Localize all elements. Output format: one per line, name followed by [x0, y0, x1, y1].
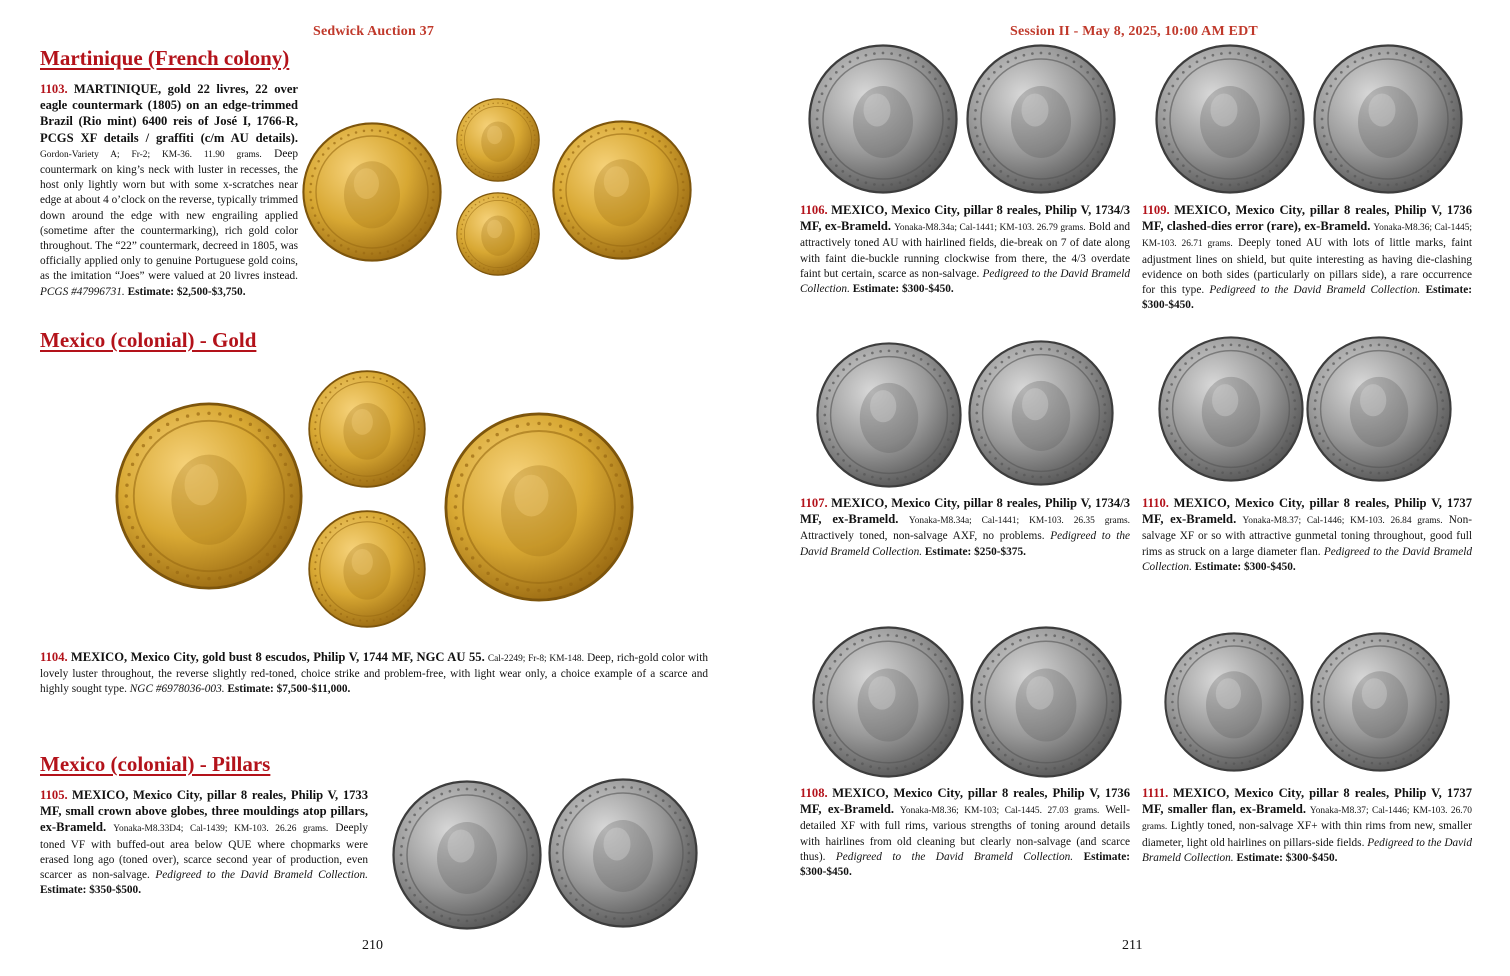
lot-estimate: Estimate: $250-$375.	[924, 545, 1026, 558]
lot-number: 1106.	[800, 203, 828, 217]
lot-number: 1110.	[1142, 496, 1169, 510]
lot-description: Deeply toned AU with lots of little marks, faint adjustment lines on shield, but quite interesting as having die-clashing evidence on both sides (particularly on pillars side), a rare occurrence for this type.	[1142, 237, 1472, 297]
lot-description: Attractively toned, non-salvage AXF, no problems.	[800, 530, 1045, 543]
lot-cert: NGC #6978036-003.	[129, 683, 225, 696]
coin-1110-reverse-icon	[1306, 336, 1452, 482]
lot-title: MEXICO, Mexico City, pillar 8 reales, Philip V, 1736 MF, clashed-dies error (rare), ex-Brameld.	[1142, 203, 1473, 234]
coin-1105-reverse-icon	[548, 778, 698, 928]
coin-1105-obverse-icon	[392, 780, 542, 930]
lot-number: 1109.	[1142, 203, 1170, 217]
lot-1108	[800, 786, 1130, 880]
lot-cert: Pedigreed to the David Brameld Collection.	[800, 267, 1131, 296]
lot-refs: Gordon-Variety A; Fr-2; KM-36. 11.90 grams.	[40, 149, 262, 160]
lot-refs: Yonaka-M8.37; Cal-1446; KM-103. 26.70 grams.	[1142, 806, 1472, 833]
coin-1108-obverse-icon	[812, 626, 964, 778]
lot-description: Lightly toned, non-salvage XF+ with thin rims from new, smaller diameter, light old hairlines on pillars-side fields.	[1142, 820, 1473, 849]
lot-cert: Pedigreed to the David Brameld Collection.	[1142, 836, 1472, 864]
lot-refs: Yonaka-M8.34a; Cal-1441; KM-103. 26.79 grams.	[894, 223, 1086, 234]
coin-1107-obverse-icon	[816, 342, 962, 488]
coin-1104-small-obverse-icon	[308, 370, 426, 488]
lot-refs: Yonaka-M8.37; Cal-1446; KM-103. 26.84 grams.	[1242, 516, 1443, 527]
lot-estimate: Estimate: $300-$450.	[852, 283, 954, 296]
section-title-mexico-gold: Mexico (colonial) - Gold	[40, 328, 257, 352]
lot-description: Deep, rich-gold color with lovely luster throughout, the reverse slightly red-toned, choice strike and problem-free, with light wear only, a choice example of a scarce and highly sought type.	[40, 652, 708, 696]
coin-1104-obverse-icon	[115, 402, 303, 590]
lot-refs: Yonaka-M8.34a; Cal-1441; KM-103. 26.35 grams.	[908, 516, 1131, 527]
lot-cert: Pedigreed to the David Brameld Collection.	[835, 850, 1074, 863]
lot-1106	[800, 203, 1130, 297]
lot-1109	[1142, 203, 1472, 313]
lot-estimate: Estimate: $300-$450.	[800, 850, 1130, 879]
coin-1103-reverse-icon	[552, 120, 692, 260]
lot-cert: Pedigreed to the David Brameld Collection.	[155, 869, 368, 882]
left-page	[0, 0, 750, 976]
coin-1103-small-obverse-icon	[456, 98, 540, 182]
lot-description: Non-salvage XF or so with attractive gunmetal toning throughout, good full rims as struck on a large diameter flan.	[1142, 514, 1472, 558]
lot-title: MEXICO, Mexico City, pillar 8 reales, Philip V, 1736 MF, ex-Brameld.	[800, 786, 1131, 817]
lot-number: 1107.	[800, 496, 828, 510]
lot-title: MEXICO, Mexico City, pillar 8 reales, Philip V, 1737 MF, smaller flan, ex-Brameld.	[1142, 786, 1473, 817]
lot-refs: Yonaka-M8.36; KM-103; Cal-1445. 27.03 grams.	[900, 806, 1100, 817]
lot-description: Well-detailed XF with full rims, various strengths of toning around details with hairlines from old cleaning but clearly non-salvage (and scarce thus).	[800, 804, 1131, 863]
lot-1107	[800, 496, 1130, 560]
lot-refs: Yonaka-M8.36; Cal-1445; KM-103. 26.71 grams.	[1142, 223, 1472, 250]
page-number: 211	[1122, 938, 1143, 953]
lot-cert: Pedigreed to the David Brameld Collection.	[800, 530, 1130, 558]
lot-estimate: Estimate: $300-$450.	[1194, 560, 1296, 573]
section-title-mexico-pillars: Mexico (colonial) - Pillars	[40, 752, 271, 776]
coin-1109-reverse-icon	[1313, 44, 1463, 194]
lot-estimate: Estimate: $300-$450.	[1142, 284, 1472, 312]
lot-1105	[40, 788, 368, 898]
coin-1106-obverse-icon	[808, 44, 958, 194]
lot-1110	[1142, 496, 1472, 575]
coin-1111-reverse-icon	[1310, 632, 1450, 772]
lot-title: MEXICO, Mexico City, pillar 8 reales, Philip V, 1733 MF, small crown above globes, three mouldings atop pillars, ex-Brameld.	[40, 788, 369, 835]
lot-title: MEXICO, Mexico City, pillar 8 reales, Philip V, 1734/3 MF, ex-Brameld.	[800, 203, 1130, 234]
lot-cert: Pedigreed to the David Brameld Collection.	[1209, 284, 1421, 297]
section-title-martinique: Martinique (French colony)	[40, 46, 290, 70]
running-head: Sedwick Auction 37	[313, 24, 435, 39]
lot-description: Bold and attractively toned AU with hairlined fields, die-break on 7 of date along with faint die-buckle running clockwise from there, the 4/3 overdate faint but certain, scarce as non-salvage.	[800, 221, 1131, 280]
lot-title: MARTINIQUE, gold 22 livres, 22 over eagle countermark (1805) on an edge-trimmed Brazil (Rio mint) 6400 reis of José I, 1766-R, PCGS XF details / graffiti (c/m AU details).	[40, 82, 298, 145]
lot-description: Deep countermark on king’s neck with luster in recesses, the host only lightly worn but with some x-scratches near edge at about 4 o’clock on the reverse, typically trimmed down around the edge with new engrailing applied (sometime after the countermarking), rich gold color throughout. The “22” countermark, decreed in 1805, was officially applied only to genuine Portuguese gold coins, as the imitation “Joes” were valued at 20 livres instead.	[40, 147, 299, 283]
right-page	[760, 0, 1510, 976]
lot-estimate: Estimate: $300-$450.	[1236, 851, 1338, 864]
lot-number: 1103.	[40, 82, 68, 96]
lot-number: 1105.	[40, 788, 68, 802]
lot-number: 1111.	[1142, 786, 1169, 800]
coin-1104-reverse-icon	[444, 412, 634, 602]
coin-1110-obverse-icon	[1158, 336, 1304, 482]
lot-number: 1108.	[800, 786, 828, 800]
coin-1109-obverse-icon	[1155, 44, 1305, 194]
running-head: Session II - May 8, 2025, 10:00 AM EDT	[1010, 24, 1258, 39]
page-number: 210	[362, 938, 383, 953]
lot-number: 1104.	[40, 650, 68, 664]
lot-1111	[1142, 786, 1472, 866]
coin-1104-small-reverse-icon	[308, 510, 426, 628]
lot-title: MEXICO, Mexico City, pillar 8 reales, Philip V, 1737 MF, ex-Brameld.	[1142, 496, 1473, 527]
lot-estimate: Estimate: $2,500-$3,750.	[127, 285, 246, 298]
coin-1103-obverse-icon	[302, 122, 442, 262]
lot-description: Deeply toned VF with buffed-out area below QUE where chopmarks were erased long ago (toned over), scarce second year of production, even scarcer as non-salvage.	[40, 822, 368, 882]
lot-refs: Yonaka-M8.33D4; Cal-1439; KM-103. 26.26 grams.	[113, 824, 329, 835]
coin-1107-reverse-icon	[968, 340, 1114, 486]
lot-estimate: Estimate: $350-$500.	[40, 884, 142, 897]
lot-cert: Pedigreed to the David Brameld Collection.	[1142, 545, 1472, 573]
coin-1111-obverse-icon	[1164, 632, 1304, 772]
lot-refs: Cal-2249; Fr-8; KM-148.	[487, 654, 584, 664]
lot-cert: PCGS #47996731.	[40, 285, 125, 298]
lot-1103	[40, 82, 298, 300]
lot-estimate: Estimate: $7,500-$11,000.	[227, 683, 351, 696]
coin-1103-small-reverse-icon	[456, 192, 540, 276]
lot-title: MEXICO, Mexico City, pillar 8 reales, Philip V, 1734/3 MF, ex-Brameld.	[800, 496, 1130, 527]
coin-1108-reverse-icon	[970, 626, 1122, 778]
lot-1104	[40, 650, 708, 698]
coin-1106-reverse-icon	[966, 44, 1116, 194]
lot-title: MEXICO, Mexico City, gold bust 8 escudos, Philip V, 1744 MF, NGC AU 55.	[70, 650, 485, 664]
